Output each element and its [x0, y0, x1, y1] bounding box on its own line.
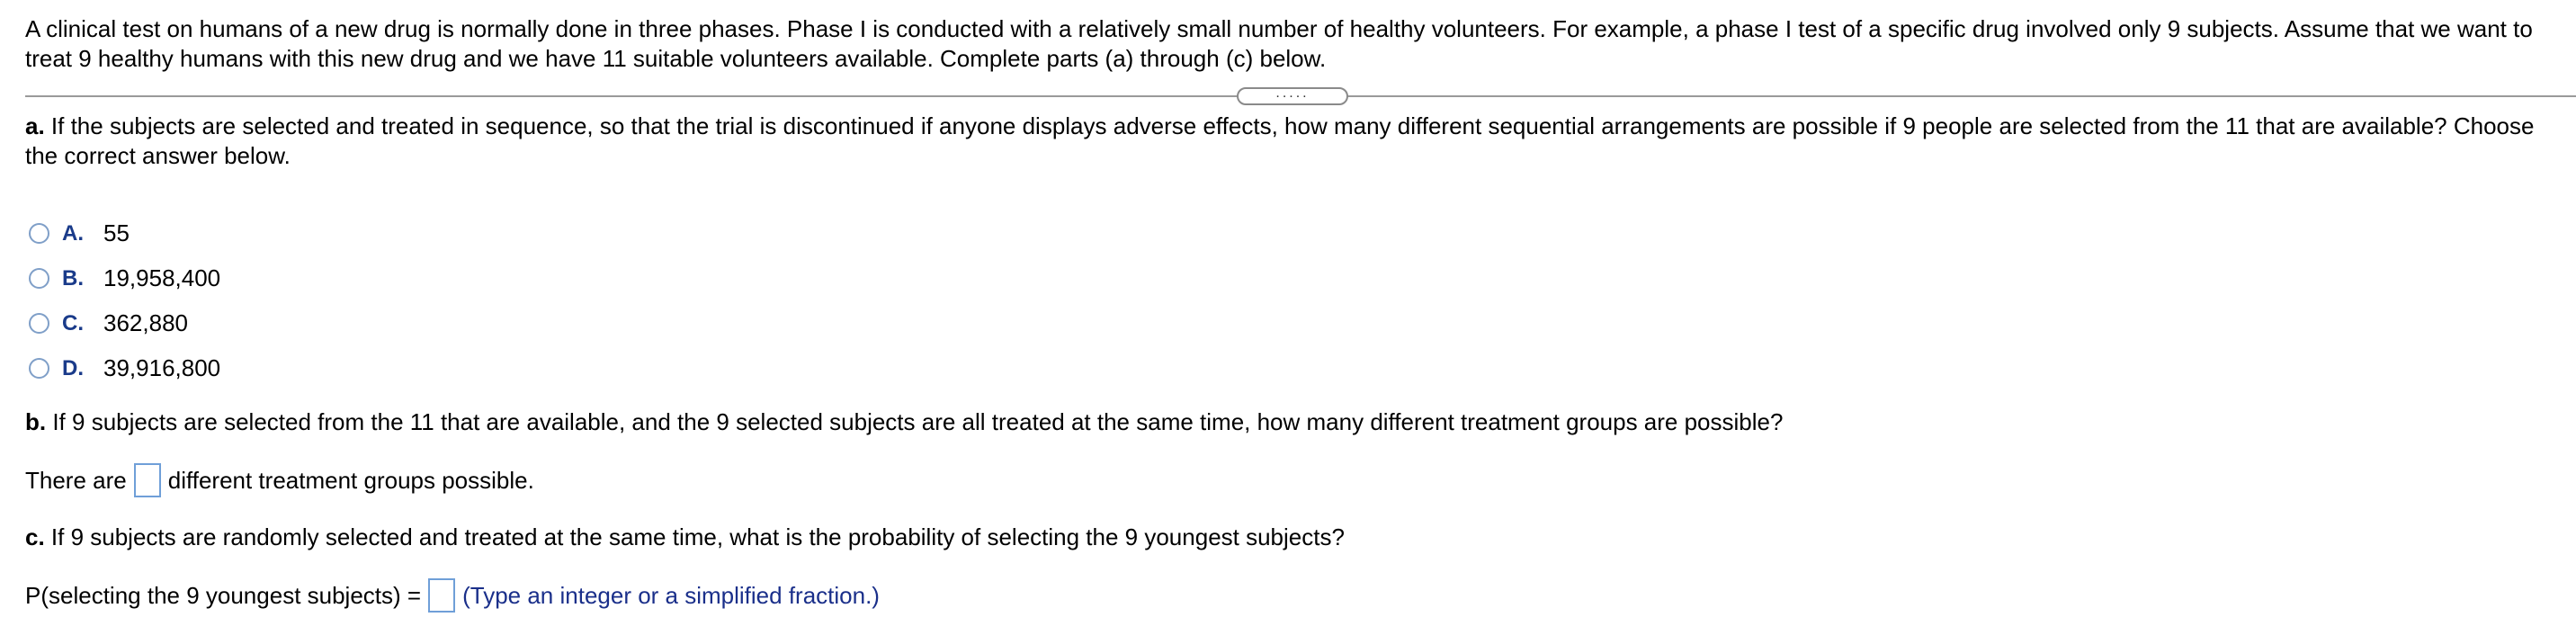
part-b-answer-row [25, 463, 534, 497]
choice-value-b: 19,958,400 [103, 264, 221, 291]
part-b-question [25, 407, 1783, 437]
part-c-answer-hint: (Type an integer or a simplified fraction.) [462, 581, 880, 609]
part-c-answer-row [25, 578, 880, 613]
part-a-label: a. [25, 112, 45, 139]
choice-c[interactable] [29, 300, 220, 345]
part-b-text: If 9 subjects are selected from the 11 that are available, and the 9 selected subjects are all treated at the same time, how many different treatment groups are possible? [46, 408, 1784, 435]
choice-letter-b: B. [62, 265, 84, 291]
part-a-text: If the subjects are selected and treated in sequence, so that the trial is discontinued if anyone displays adverse effects, how many different sequential arrangements are possible if 9 people are selected from the 11 that are available? Choose the correct answer below. [25, 112, 2535, 169]
part-c-answer-prefix: P(selecting the 9 youngest subjects) = [25, 581, 422, 609]
problem-intro: A clinical test on humans of a new drug is normally done in three phases. Phase I is conducted with a relatively small number of healthy volunteers. For example, a phase I test of a specific drug involved only 9 subjects. Assume that we want to treat 9 healthy humans with this new drug and we have 11 suitable volunteers available. Complete parts (a) through (c) below. [25, 15, 2533, 72]
part-c-question [25, 523, 1345, 552]
choice-value-d: 39,916,800 [103, 353, 221, 381]
choice-letter-d: D. [62, 355, 84, 380]
part-b-label: b. [25, 408, 47, 435]
part-c-answer-input[interactable] [428, 578, 455, 613]
part-a-question [25, 112, 2553, 171]
choice-letter-c: C. [62, 310, 84, 335]
choice-b[interactable] [29, 255, 220, 300]
radio-button-b[interactable] [29, 268, 49, 289]
choice-value-c: 362,880 [103, 309, 188, 336]
choice-value-a: 55 [103, 219, 130, 246]
part-c-text: If 9 subjects are randomly selected and treated at the same time, what is the probability of selecting the 9 youngest subjects? [44, 523, 1345, 550]
part-b-answer-prefix: There are [25, 466, 127, 494]
radio-button-a[interactable] [29, 223, 49, 244]
choice-letter-a: A. [62, 220, 84, 246]
part-c-label: c. [25, 523, 45, 550]
part-b-answer-input[interactable] [134, 463, 161, 497]
choice-a[interactable] [29, 210, 220, 255]
choice-d[interactable] [29, 345, 220, 390]
radio-button-d[interactable] [29, 358, 49, 379]
radio-button-c[interactable] [29, 313, 49, 334]
part-b-answer-suffix: different treatment groups possible. [167, 466, 534, 494]
expand-collapse-button[interactable]: ..... [1237, 87, 1348, 105]
part-a-choices [29, 210, 220, 390]
